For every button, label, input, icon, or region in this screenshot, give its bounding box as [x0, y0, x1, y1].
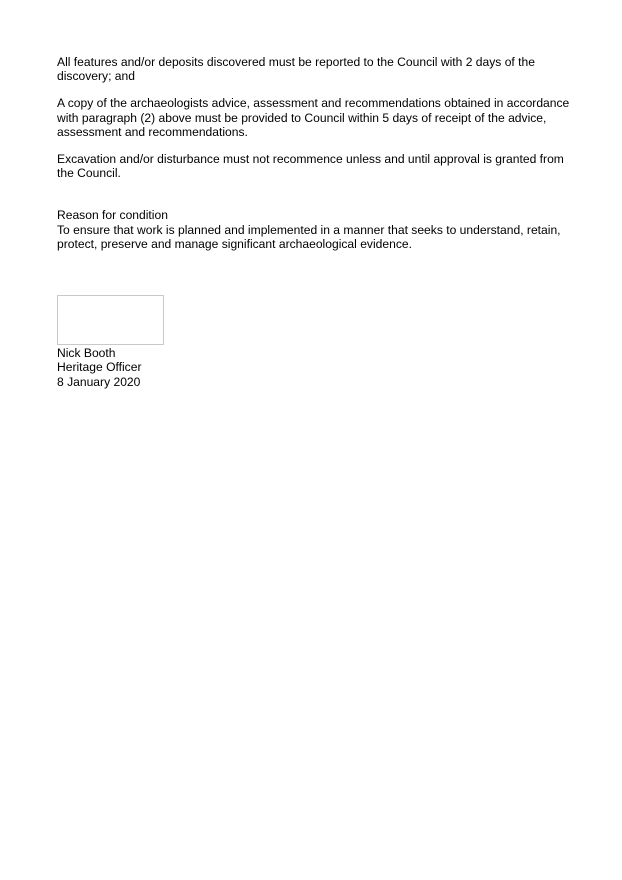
paragraph-advice-copy: A copy of the archaeologists advice, assessment and recommendations obtained in accordance with paragraph (2) above must be provided to Council within 5 days of receipt of the advice, assessment and recommendations. [57, 96, 570, 139]
document-body [57, 55, 577, 251]
signature-box [57, 295, 164, 345]
reason-text: To ensure that work is planned and implemented in a manner that seeks to understand, retain, protect, preserve and manage significant archaeological evidence. [57, 222, 561, 251]
signature-date: 8 January 2020 [57, 374, 141, 389]
paragraph-reporting: All features and/or deposits discovered must be reported to the Council with 2 days of the discovery; and [57, 55, 535, 84]
sign-off-block [57, 346, 141, 389]
signatory-name: Nick Booth [57, 346, 116, 360]
reason-heading: Reason for condition [57, 208, 168, 223]
reason-section [57, 208, 577, 251]
paragraph-excavation: Excavation and/or disturbance must not recommence unless and until approval is granted from the Council. [57, 152, 564, 181]
signatory-title: Heritage Officer [57, 360, 142, 375]
